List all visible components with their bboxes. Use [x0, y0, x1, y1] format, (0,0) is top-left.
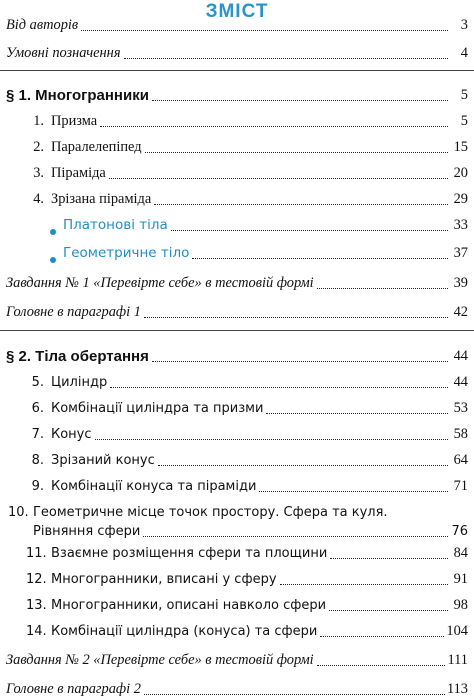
entry-title: Геометричне тіло [63, 245, 190, 261]
dot-leader [124, 58, 448, 59]
section-divider [0, 70, 474, 71]
page-number: 71 [453, 478, 468, 494]
entry-number: 3. [33, 165, 44, 181]
entry-number: 4. [33, 191, 44, 207]
toc-entry[interactable] [26, 570, 468, 589]
page-number: 5 [460, 113, 468, 129]
page-number: 20 [453, 165, 468, 181]
dot-leader [143, 536, 448, 537]
entry-number: 10. [8, 505, 29, 520]
page-number: 98 [453, 597, 468, 613]
entry-title: Піраміда [51, 165, 106, 181]
entry-title: Рівняння сфери [33, 524, 141, 539]
toc-entry[interactable] [6, 303, 468, 322]
dot-leader [171, 230, 448, 231]
entry-title: Призма [51, 113, 98, 129]
page-number: 39 [453, 275, 468, 291]
toc-entry[interactable] [6, 347, 468, 366]
entry-number: 1. [33, 113, 44, 129]
page-number: 4 [460, 45, 468, 61]
bullet-icon [50, 229, 56, 235]
entry-title: Паралелепіпед [51, 139, 142, 155]
entry-number: 7. [31, 427, 44, 442]
toc-entry[interactable] [0, 503, 468, 541]
page-number: 33 [453, 217, 468, 233]
entry-title: Многогранники, вписані у сферу [51, 572, 277, 587]
dot-leader [95, 439, 448, 440]
toc-entry[interactable] [26, 190, 468, 209]
entry-title: Головне в параграфі 1 [6, 304, 141, 320]
entry-title: Многогранники, описані навколо сфери [51, 598, 327, 613]
toc-entry[interactable] [26, 622, 468, 641]
dot-leader [154, 204, 448, 205]
dot-leader [109, 178, 448, 179]
toc-entry[interactable] [26, 138, 468, 157]
dot-leader [320, 636, 444, 637]
entry-number: 9. [31, 479, 44, 494]
dot-leader [152, 361, 448, 362]
toc-entry[interactable] [6, 44, 468, 63]
toc-entry[interactable] [26, 425, 468, 444]
toc-entry[interactable] [26, 544, 468, 563]
toc-entry[interactable] [6, 680, 468, 699]
page-title: ЗМІСТ [205, 1, 269, 22]
page-number: 58 [453, 426, 468, 442]
entry-number: 2. [33, 139, 44, 155]
toc-entry[interactable] [26, 451, 468, 470]
entry-number: 14. [26, 624, 47, 639]
entry-number: 12. [26, 572, 47, 587]
dot-leader [317, 288, 448, 289]
toc-entry[interactable] [6, 651, 468, 670]
entry-number: 6. [31, 401, 44, 416]
entry-title: Зрізана піраміда [51, 191, 152, 207]
dot-leader [329, 610, 448, 611]
entry-title: Завдання № 2 «Перевірте себе» в тестовій формі [6, 652, 314, 668]
toc-entry[interactable] [26, 373, 468, 392]
dot-leader [144, 694, 445, 695]
entry-number: 5. [31, 375, 44, 390]
page-number: 3 [460, 17, 468, 33]
entry-title: Зрізаний конус [51, 453, 155, 468]
page-number: 5 [460, 87, 468, 103]
entry-title: Геометричне місце точок простору. Сфера та куля. [33, 505, 388, 520]
dot-leader [100, 126, 448, 127]
dot-leader [192, 258, 448, 259]
page-number: 37 [453, 245, 468, 261]
dot-leader [152, 100, 448, 101]
page-number: 104 [446, 623, 468, 639]
page-number: 42 [453, 304, 468, 320]
dot-leader [266, 413, 448, 414]
page-number: 113 [446, 681, 468, 697]
entry-number: 13. [26, 598, 47, 613]
entry-title: Циліндр [51, 375, 108, 390]
toc-entry[interactable] [6, 86, 468, 105]
toc-entry[interactable] [50, 216, 468, 235]
entry-title: Умовні позначення [6, 45, 121, 61]
entry-title: Платонові тіла [63, 217, 168, 233]
toc-entry[interactable] [6, 274, 468, 293]
entry-title: Взаємне розміщення сфери та площини [51, 546, 328, 561]
toc-entry[interactable] [50, 244, 468, 263]
page-number: 91 [453, 571, 468, 587]
entry-title: Комбінації циліндра (конуса) та сфери [51, 624, 318, 639]
dot-leader [81, 30, 448, 31]
entry-title: Від авторів [6, 17, 79, 33]
page-number: 111 [447, 652, 468, 668]
entry-title: § 2. Тіла обертання [6, 348, 149, 365]
toc-entry[interactable] [6, 16, 468, 35]
page-number: 53 [453, 400, 468, 416]
toc-entry[interactable] [26, 164, 468, 183]
dot-leader [280, 584, 448, 585]
entry-title: Головне в параграфі 2 [6, 681, 141, 697]
toc-entry[interactable] [26, 477, 468, 496]
entry-title: Комбінації конуса та піраміди [51, 479, 257, 494]
page-number: 64 [453, 452, 468, 468]
toc-entry[interactable] [26, 399, 468, 418]
entry-title: § 1. Многогранники [6, 87, 149, 104]
page-number: 29 [453, 191, 468, 207]
page-number: 84 [453, 545, 468, 561]
dot-leader [317, 665, 446, 666]
entry-number: 11. [26, 546, 47, 561]
dot-leader [145, 152, 448, 153]
entry-number: 8. [31, 453, 44, 468]
section-divider [0, 330, 474, 331]
dot-leader [110, 387, 448, 388]
dot-leader [158, 465, 448, 466]
toc-entry[interactable] [26, 596, 468, 615]
entry-title: Завдання № 1 «Перевірте себе» в тестовій формі [6, 275, 314, 291]
dot-leader [144, 317, 448, 318]
dot-leader [259, 491, 448, 492]
entry-title: Конус [51, 427, 92, 442]
page-number: 44 [453, 348, 468, 364]
page-number: 76 [451, 524, 468, 539]
entry-title: Комбінації циліндра та призми [51, 401, 264, 416]
page-number: 15 [453, 139, 468, 155]
dot-leader [330, 558, 448, 559]
bullet-icon [50, 257, 56, 263]
toc-entry[interactable] [26, 112, 468, 131]
page-number: 44 [453, 374, 468, 390]
